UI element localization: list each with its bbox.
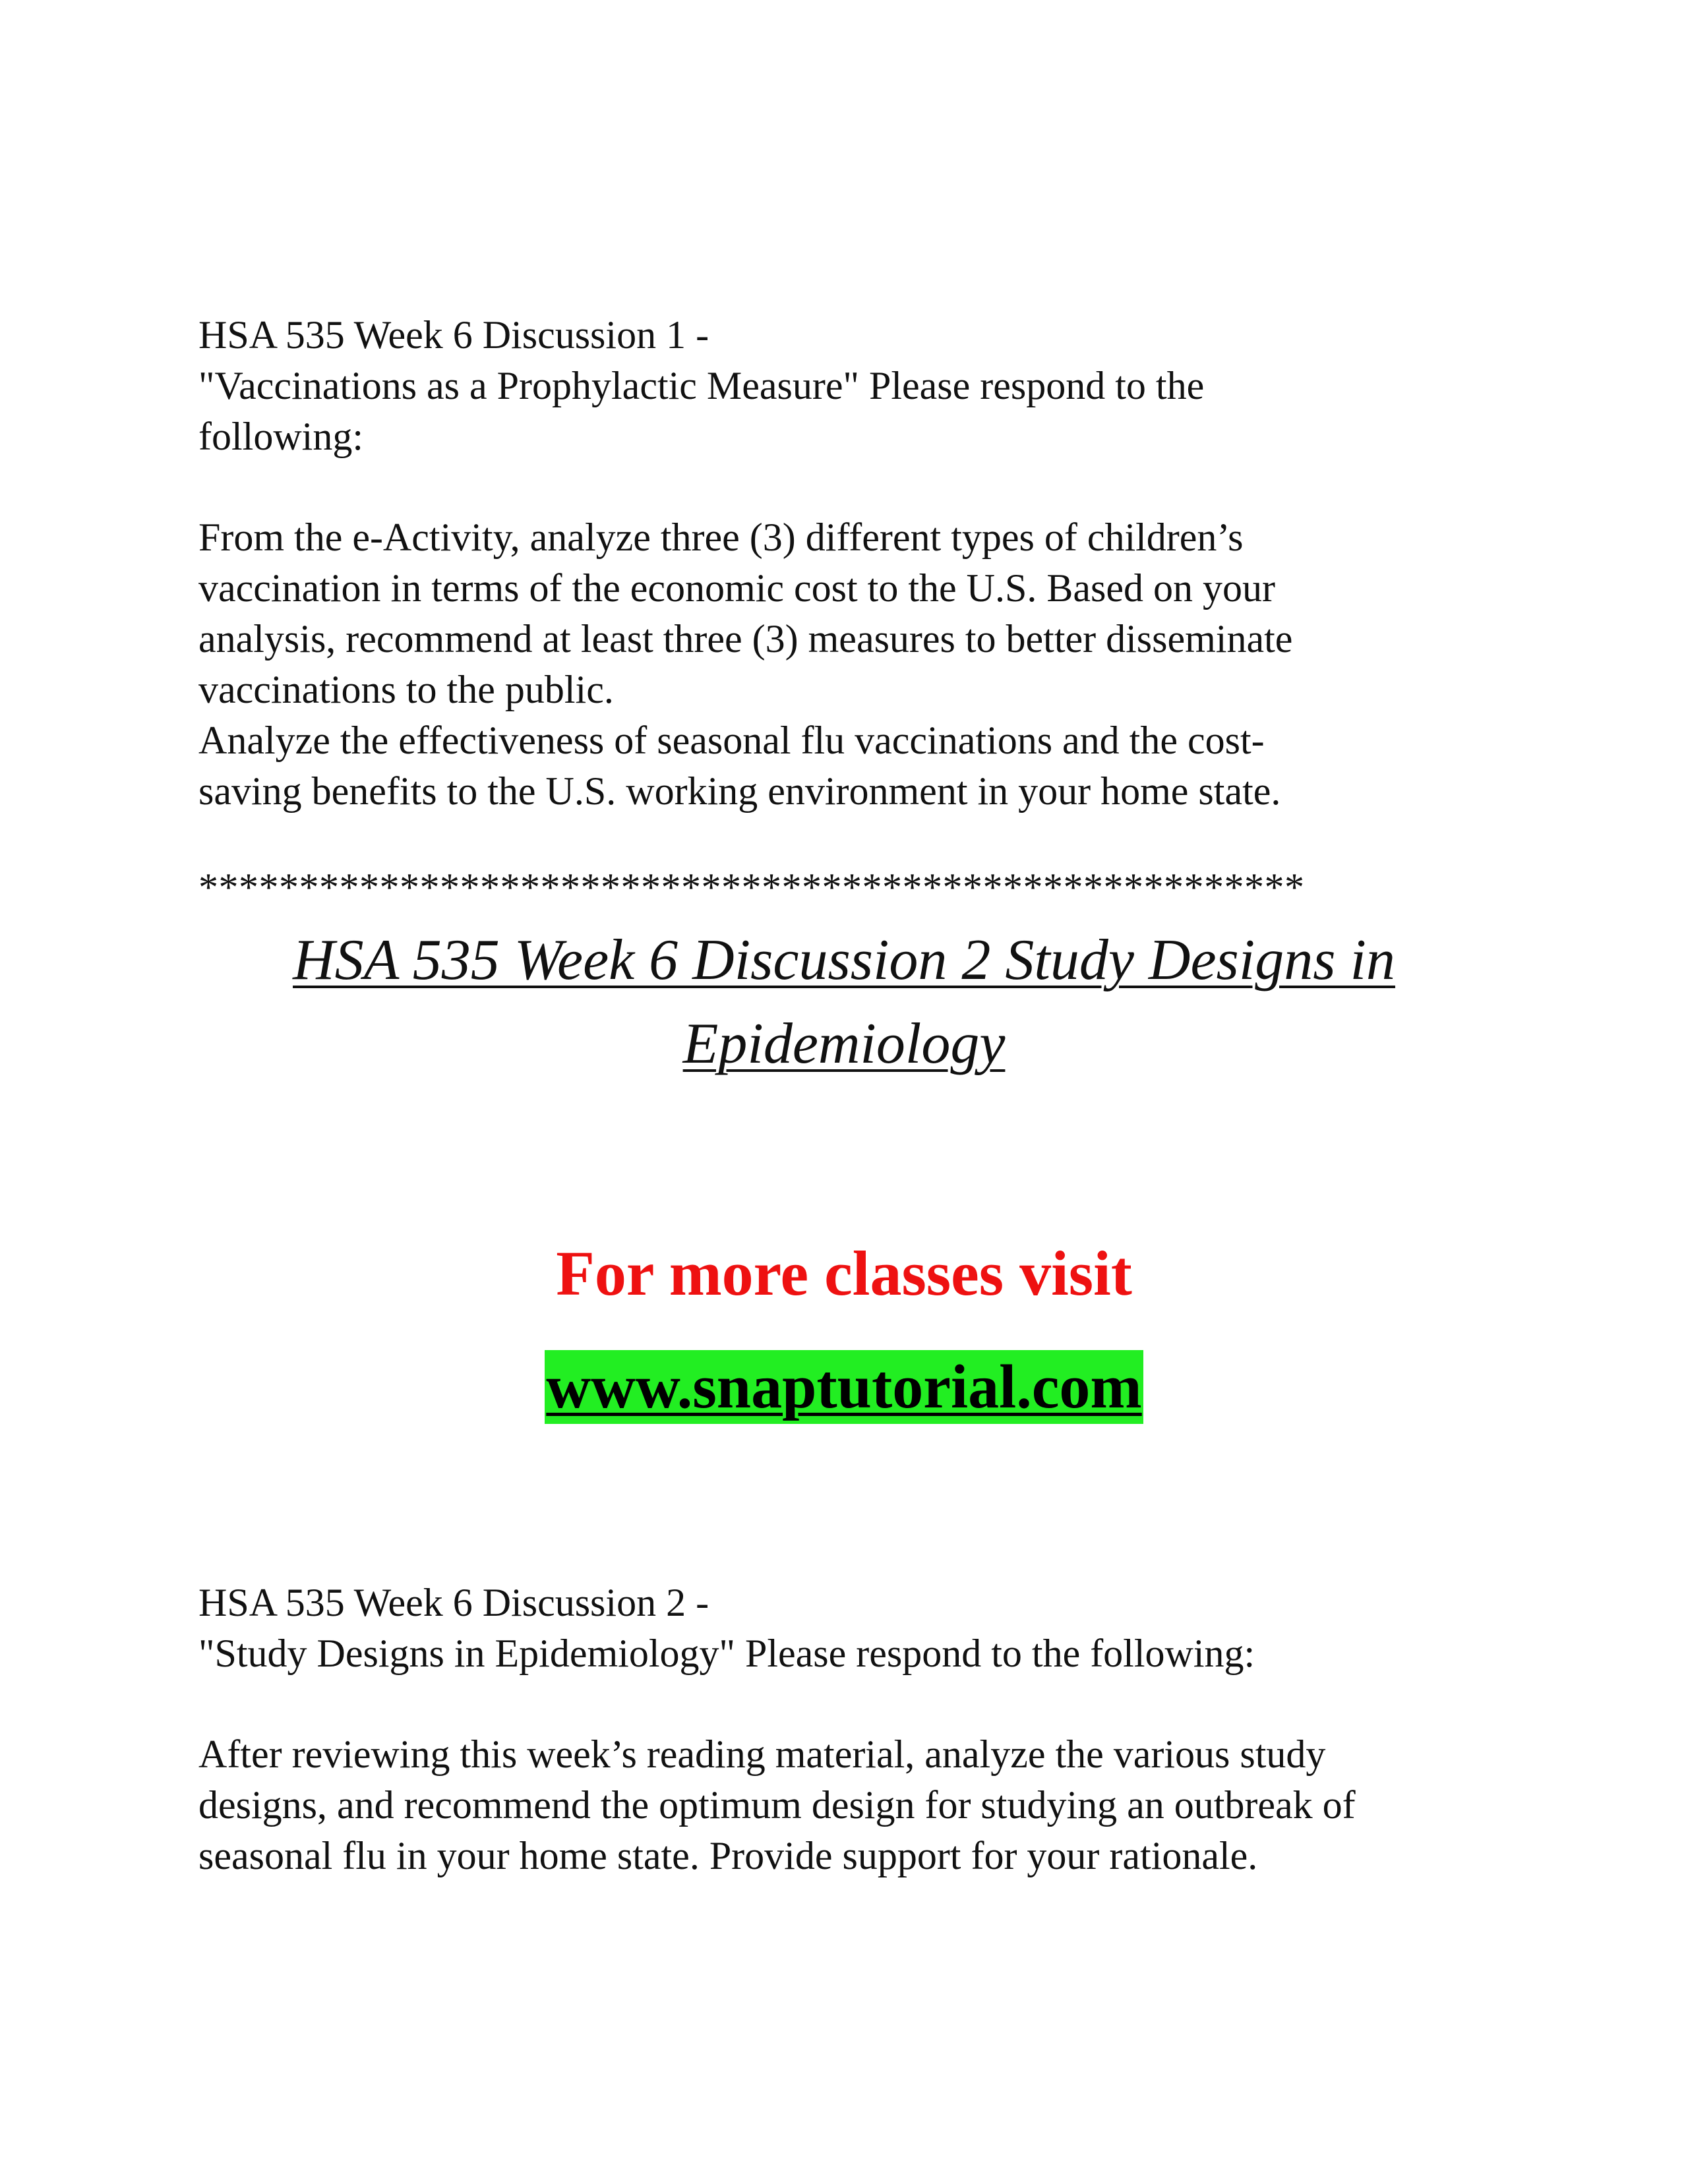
document-title-line-2: Epidemiology xyxy=(682,1012,1006,1076)
asterisk-separator: ******************************************************* xyxy=(198,866,1305,909)
discussion-1-heading-line: "Vaccinations as a Prophylactic Measure" Please respond to the xyxy=(198,364,1205,407)
discussion-1-heading xyxy=(198,310,1517,462)
discussion-1-heading-line: HSA 535 Week 6 Discussion 1 - xyxy=(198,313,709,357)
discussion-2-heading-line: HSA 535 Week 6 Discussion 2 - xyxy=(198,1581,709,1624)
snaptutorial-link[interactable]: www.snaptutorial.com xyxy=(545,1350,1143,1424)
promo-text: For more classes visit xyxy=(556,1238,1132,1309)
discussion-1-prompt-line: vaccination in terms of the economic cost to the U.S. Based on your xyxy=(198,566,1275,610)
discussion-1-prompt-line: saving benefits to the U.S. working environment in your home state. xyxy=(198,769,1281,813)
discussion-2-prompt-line: designs, and recommend the optimum design for studying an outbreak of xyxy=(198,1783,1356,1827)
discussion-2-prompt xyxy=(198,1729,1517,1881)
discussion-1-prompt-line: Analyze the effectiveness of seasonal flu vaccinations and the cost- xyxy=(198,719,1265,762)
document-title-line-1: HSA 535 Week 6 Discussion 2 Study Designs in xyxy=(293,928,1395,992)
discussion-2-prompt-line: seasonal flu in your home state. Provide support for your rationale. xyxy=(198,1834,1258,1877)
discussion-1-prompt-line: analysis, recommend at least three (3) measures to better disseminate xyxy=(198,617,1293,661)
promo-link-wrapper xyxy=(0,1350,1688,1424)
discussion-1-prompt-line: From the e-Activity, analyze three (3) different types of children’s xyxy=(198,516,1244,559)
discussion-2-heading xyxy=(198,1578,1517,1679)
discussion-1-prompt xyxy=(198,512,1517,817)
discussion-2-heading-line: "Study Designs in Epidemiology" Please respond to the following: xyxy=(198,1632,1255,1675)
discussion-1-prompt-line: vaccinations to the public. xyxy=(198,668,614,711)
discussion-1-heading-line: following: xyxy=(198,415,363,458)
discussion-2-prompt-line: After reviewing this week’s reading material, analyze the various study xyxy=(198,1732,1326,1776)
